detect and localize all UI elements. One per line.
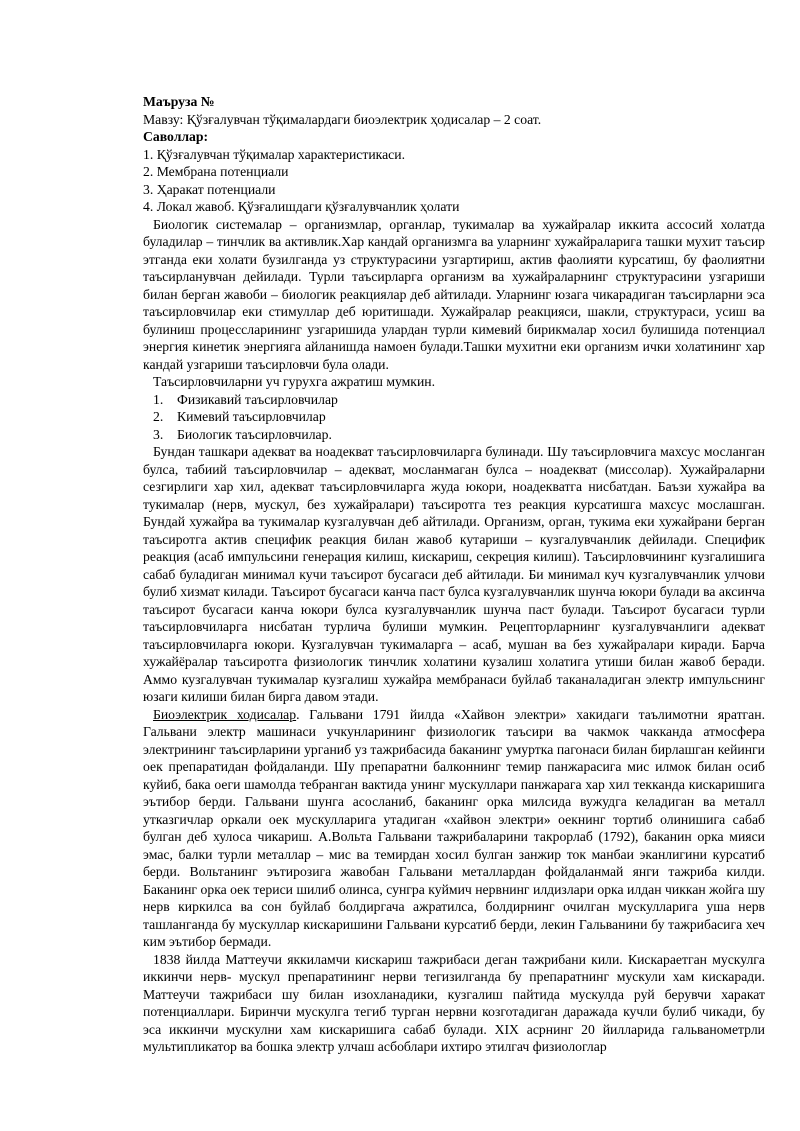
document-page [143, 93, 765, 1056]
list-item-text: Физикавий таъсирловчилар [177, 391, 338, 407]
list-item [143, 426, 765, 444]
list-item-text: Биологик таъсирловчилар. [177, 426, 332, 442]
question-item: 3. Ҳаракат потенциали [143, 181, 276, 197]
lecture-topic: Мавзу: Қўзғалувчан тўқималардаги биоэлектрик ҳодисалар – 2 соат. [143, 111, 542, 127]
paragraph-bioelectric [143, 706, 765, 951]
question-item: 2. Мембрана потенциали [143, 164, 289, 179]
paragraph-bioelectric-text: . Гальвани 1791 йилда «Хайвон электри» хакидаги таълимотни яратган. Гальвани электр машинаси учкунларининг физиологик таъсири ва чакмок чакканда атмосфера электрининг таъсирларини урганиб уз тажрибасида баканинг умуртка пагонаси билан бирлашган кейинги оек препаратидан фойдаланди. Шу препаратни балконнинг темир панжарасига мис илмок билан осиб куйиб, бака оеги шамолда тебранган вактида унинг мускуллари панжарага хар хил текканда кискаришига эътибор берди. Гальвани шунга асосланиб, баканинг орка милсида вужудга келадиган ва металл утказгичлар оркали оек мускулларига утадиган «хайвон электри» оекнинг тортиб олинишига сабаб булган деб хулоса чикариш. А.Вольта Гальвани тажрибаларини такрорлаб (1792), баканин орка мияси эмас, балки турли металлар – мис ва темирдан хосил булган занжир ток манбаи эканлигини курсатиб берди. Вольтанинг эътирозига жавобан Гальвани металлардан фойдаланмай янги тажриба килди. Баканинг орка оек териси шилиб олинса, сунгра куймич нервнинг илдизлари орка илдан чиккан жойга шу нерв киркилса ва сон буйлаб болдиргача ажратилса, болдирнинг очилган мускулларига уша нерв ташланганда бу мускуллар кискаришини Гальвани курсатиб берди, лекин Гальванини бу тажрибасига хеч ким эътибор бермади. [143, 706, 765, 949]
paragraph-stimuli-groups: Таъсирловчиларни уч гурухга ажратиш мумкин. [153, 374, 436, 389]
paragraph-excitability: Бундан ташкари адекват ва ноадекват таъсирловчиларга булинади. Шу таъсирловчига махсус мосланган булса, табиий таъсирловчилар – адекват, мосланмаган булса – ноадекват (миссолар). Хужайраларни сезгирлиги хар хил, адекват таъсирловчиларга жуда юкори, ноадекватга нисбатдан. Баъзи хужайра ва тукималар (нерв, мускул, без хужайралари) таъсиротга тез реакция курсатишга махсус мослашган. Бундай хужайра ва тукималар кузгалувчан деб айтилади. Организм, орган, тукима еки хужайрани берган таъсиротга актив специфик реакция билан жавоб кутариши – кузгалувчанлик дейилади. Специфик реакция (асаб импульсини генерация килиш, кискариш, секреция килиш). Таъсирловчининг кузгалишига сабаб буладиган минимал кучи таъсирот бусагаси деб айтилади. Би минимал куч кузгалувчанлик улчови булиб хизмат килади. Таъсирот бусагаси канча паст булса кузгалувчанлик шунча юкори булади ва аксинча таъсирот бусагаси канча юкори булса кузгалувчанлик шунча паст булади. Таъсирот бусагаси турли таъсирловчиларга нисбатан турлича булиши мумкин. Рецепторларнинг кузгалувчанлиги адекват таъсирловчиларга юкори. Кузгалувчан тукималарга – асаб, мушан ва без хужайралари киради. Барча хужайёралар таъсиротга физиологик тинчлик холатини кузалиш холатига утиши билан жавоб беради. Аммо кузгалувчан тукималар кузгалиш хужайра мембранаси буйлаб таканаладиган электр импульснинг юзаги килиши билан бирга давом этади. [143, 444, 765, 704]
section-heading-bioelectric: Биоэлектрик ходисалар [153, 706, 297, 722]
lecture-title: Маъруза № [143, 94, 215, 109]
paragraph-intro: Биологик системалар – организмлар, органлар, тукималар ва хужайралар иккита ассосий холатда буладилар – тинчлик ва активлик.Хар кандай организмга ва уларнинг хужайраларига ташки мухит таъсир этганда еки холати бузилганда уз структурасини узгартириш, актив фаолияти курсатиш, бу фаолиятни таъсирланувчан дейилади. Турли таъсирларга организм ва хужайраларнинг структурасини узгариши билан берган жавоби – биологик реакциялар деб айтилади. Уларнинг юзага чикарадиган таъсирларни эса таъсирловчилар еки стимуллар деб юритишади. Хужайралар реакцияси, шакли, структураси, усиш ва булиниш процессларининг узгаришида улардан турли кимевий бирикмалар хосил булишида потенциал энергия кинетик энергияга айланишда намоен булади.Ташки мухитни еки организм ички холатининг хар кандай узгариши таъсирловчи була олади. [143, 216, 765, 372]
paragraph-matteucci: 1838 йилда Маттеучи яккиламчи кискариш тажрибаси деган тажрибани кили. Кискараетган мускулга иккинчи нерв- мускул препаратининг нерви тегизилганда бу препаратнинг мускули хам кискаради. Маттеучи тажрибаси шу билан изохланадики, кузгалиш пайтида мускулда руй берувчи харакат потенциаллари. Биринчи мускулга тегиб турган нервни козготадиган даражада кучли булиб чикади, бу эса иккинчи мускулни хам кискаришига сабаб булади. XIX асрнинг 20 йилларида гальванометрли мультипликатор ва бошка электр улчаш асбоблари ихтиро этилгач физиологлар [143, 951, 765, 1054]
list-item-number: 2. [153, 409, 164, 424]
list-item-number: 1. [153, 391, 164, 407]
list-item [143, 391, 765, 409]
list-item-number: 3. [153, 426, 164, 442]
questions-heading: Саволлар: [143, 129, 209, 144]
list-item [143, 408, 765, 426]
question-item: 4. Локал жавоб. Қўзғалишдаги қўзғалувчанлик ҳолати [143, 199, 460, 214]
list-item-text: Кимевий таъсирловчилар [177, 409, 326, 424]
question-item: 1. Қўзғалувчан тўқималар характеристикаси. [143, 146, 406, 162]
stimuli-list [143, 391, 765, 444]
